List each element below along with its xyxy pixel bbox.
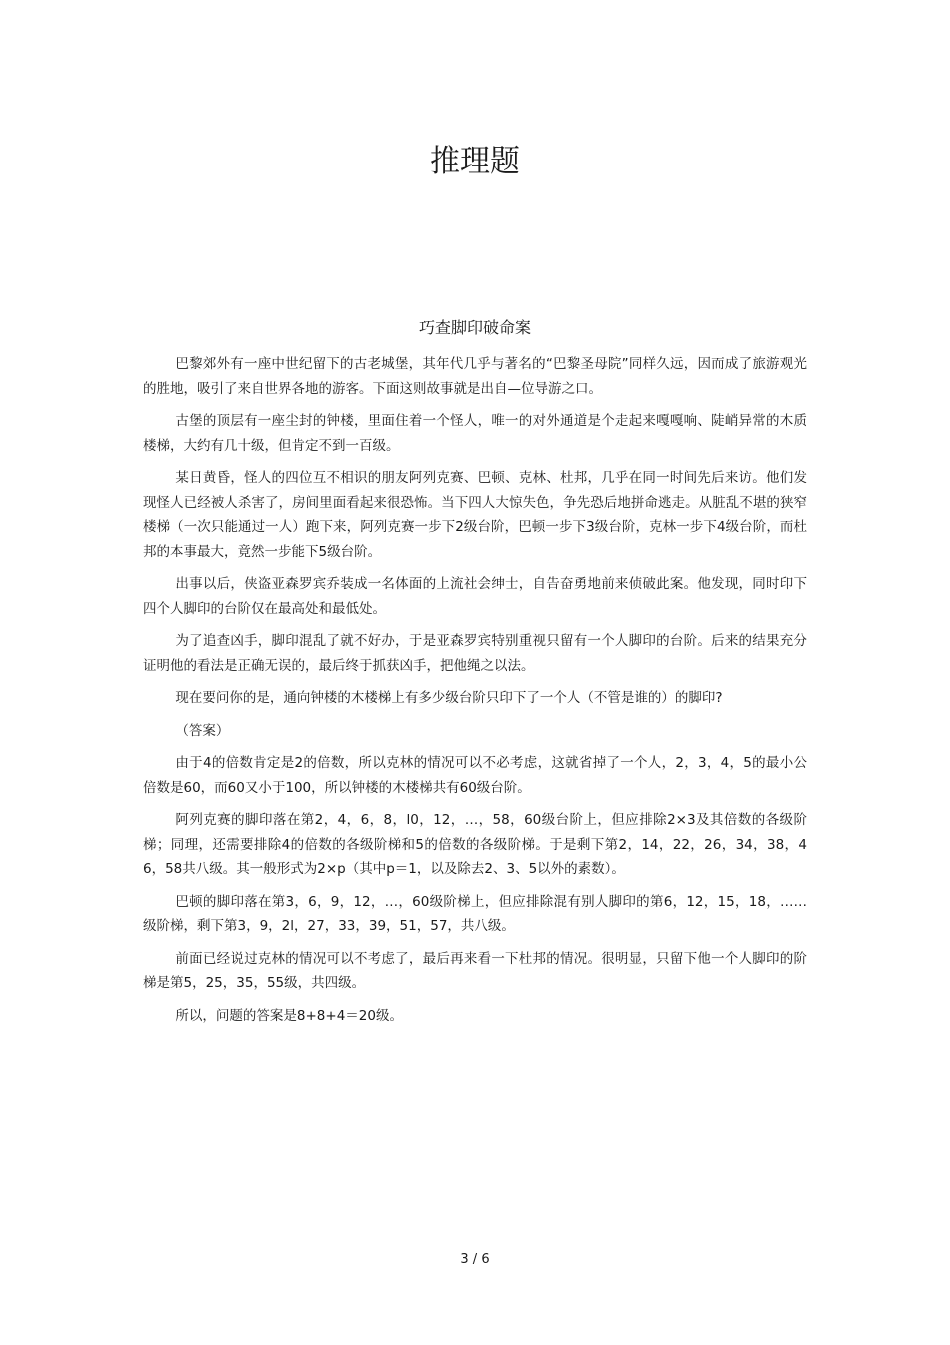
paragraph: 现在要问你的是，通向钟楼的木楼梯上有多少级台阶只印下了一个人（不管是谁的）的脚印? [175, 690, 723, 706]
paragraph: 为了追查凶手，脚印混乱了就不好办，于是亚森罗宾特别重视只留有一个人脚印的台阶。后来的结果充分证明他的看法是正确无误的，最后终于抓获凶手，把他绳之以法。 [143, 633, 807, 674]
paragraph: 古堡的顶层有一座尘封的钟楼，里面住着一个怪人，唯一的对外通道是个走起来嘎嘎响、陡峭异常的木质楼梯，大约有几十级，但肯定不到一百级。 [143, 413, 807, 454]
paragraph: 巴黎郊外有一座中世纪留下的古老城堡，其年代几乎与著名的“巴黎圣母院”同样久远，因而成了旅游观光的胜地，吸引了来自世界各地的游客。下面这则故事就是出自—位导游之口。 [143, 356, 807, 397]
paragraph: 阿列克赛的脚印落在第2，4，6，8，l0，12，…，58，60级台阶上，但应排除2×3及其倍数的各级阶梯；同理，还需要排除4的倍数的各级阶梯和5的倍数的各级阶梯。于是剩下第2，14，22，26，34，38，46，58共八级。其一般形式为2×p（其中p＝1，以及除去2、3、5以外的素数）。 [143, 812, 807, 877]
paragraph: 由于4的倍数肯定是2的倍数，所以克林的情况可以不必考虑，这就省掉了一个人，2，3，4，5的最小公倍数是60，而60又小于100，所以钟楼的木楼梯共有60级台阶。 [143, 755, 807, 796]
paragraph: 前面已经说过克林的情况可以不考虑了，最后再来看一下杜邦的情况。很明显，只留下他一个人脚印的阶梯是第5，25，35，55级，共四级。 [143, 950, 807, 991]
page-number: 3 / 6 [460, 1252, 490, 1267]
paragraph: 某日黄昏，怪人的四位互不相识的朋友阿列克赛、巴顿、克林、杜邦，几乎在同一时间先后来访。他们发现怪人已经被人杀害了，房间里面看起来很恐怖。当下四人大惊失色，争先恐后地拼命逃走。从脏乱不堪的狭窄楼梯（一次只能通过一人）跑下来，阿列克赛一步下2级台阶，巴顿一步下3级台阶，克林一步下4级台阶，而杜邦的本事最大，竟然一步能下5级台阶。 [143, 470, 807, 560]
answer-heading: （答案） [175, 722, 230, 739]
paragraph: 所以，问题的答案是8+8+4＝20级。 [175, 1007, 403, 1024]
paragraph: 巴顿的脚印落在第3，6，9，12，…，60级阶梯上，但应排除混有别人脚印的第6，12，15，18，……级阶梯，剩下第3，9，2l，27，33，39，51，57，共八级。 [143, 893, 807, 934]
paragraph: 出事以后，侠盗亚森罗宾乔装成一名体面的上流社会绅士，自告奋勇地前来侦破此案。他发现，同时印下四个人脚印的台阶仅在最高处和最低处。 [143, 576, 807, 617]
article-body [143, 352, 807, 1036]
page-title: 推理题 [430, 144, 520, 180]
section-title: 巧查脚印破命案 [418, 318, 531, 337]
